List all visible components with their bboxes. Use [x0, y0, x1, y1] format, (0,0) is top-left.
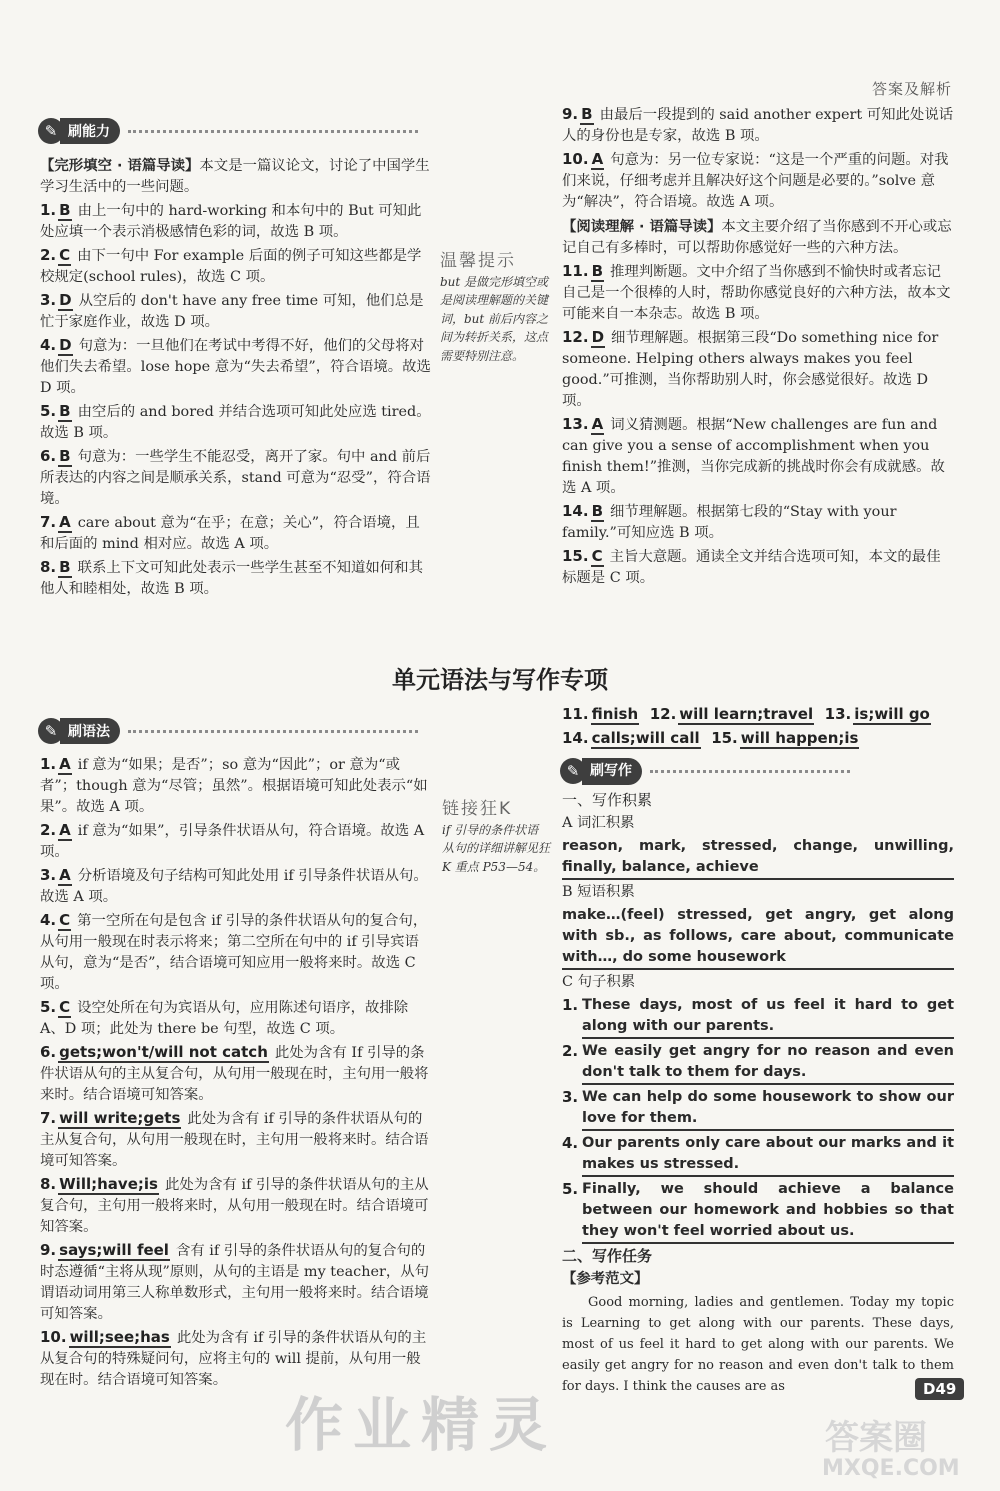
answer-item	[562, 327, 954, 412]
sentence-list	[562, 995, 954, 1244]
badge-label: 刷写作	[582, 758, 642, 785]
explanation: 句意为：另一位专家说：“这是一个严重的问题。对我们来说，仔细考虑并且解决好这个问题是必要的。”solve 意为“解决”，符合语境。故选 A 项。	[562, 152, 949, 210]
item-number: 2.	[40, 821, 57, 839]
answer-item	[40, 200, 432, 243]
left-top-column	[40, 156, 432, 602]
answer-key: D	[591, 328, 605, 346]
vocab-list: reason, mark, stressed, change, unwilling, finally, balance, achieve	[562, 836, 954, 880]
explanation: 细节理解题。根据第七段的“Stay with your family.”可知应选 B 项。	[562, 504, 897, 541]
answer-key: C	[59, 911, 71, 929]
answer-item	[40, 1174, 432, 1238]
item-number: 9.	[562, 105, 579, 123]
explanation: 词义猜测题。根据“New challenges are fun and can give you a sense of accomplishment when you finish them!”推测，当你完成新的挑战时你会有成就感。故选 A 项。	[562, 417, 945, 496]
intro-tag: 【阅读理解 · 语篇导读】	[562, 219, 722, 235]
item-number: 7.	[40, 1109, 57, 1127]
intro-paragraph	[40, 156, 432, 198]
answer-item	[40, 335, 432, 399]
sentence-text: We easily get angry for no reason and even don't talk to them for days.	[582, 1041, 954, 1085]
answer-item	[562, 261, 954, 325]
sentence-item	[562, 1041, 954, 1085]
page-number: D49	[915, 1378, 964, 1400]
answer-key: B	[581, 105, 593, 123]
explanation: 由最后一段提到的 said another expert 可知此处说话人的身份也是专家，故选 B 项。	[562, 107, 954, 144]
sentence-item	[562, 1087, 954, 1131]
item-number: 14.	[562, 502, 589, 520]
answer-list	[40, 754, 432, 1391]
answer-item	[40, 290, 432, 333]
answer-key: D	[59, 291, 72, 309]
essay-text: Good morning, ladies and gentlemen. Today my topic is Learning to get along with our parents. These days, most of us feel it hard to get along with our parents. We easily get angry for no reason and even don't talk to them for days. I think the causes are as	[562, 1295, 954, 1394]
answer-list	[562, 104, 954, 213]
answer-key: B	[591, 502, 604, 520]
answer-key: B	[59, 558, 71, 576]
right-bottom-column	[562, 704, 954, 1399]
item-number: 13.	[562, 415, 589, 433]
intro-paragraph	[562, 217, 954, 259]
item-number: 7.	[40, 513, 57, 531]
dotted-divider	[650, 770, 850, 773]
answer-key: C	[591, 547, 603, 565]
explanation: 由空后的 and bored 并结合选项可知此处应选 tired。故选 B 项。	[40, 404, 431, 441]
sentence-item	[562, 995, 954, 1039]
section-title: 单元语法与写作专项	[392, 666, 608, 694]
tip-box	[440, 252, 550, 365]
item-number: 1.	[40, 201, 57, 219]
answer-key: C	[59, 998, 71, 1016]
explanation: 设空处所在句为宾语从句，应用陈述句语序，故排除 A、D 项；此处为 there be 句型，故选 C 项。	[40, 1000, 409, 1037]
answer-item	[40, 1240, 432, 1325]
answer-item	[562, 546, 954, 589]
dotted-divider	[128, 130, 418, 133]
item-number: 6.	[40, 1043, 57, 1061]
answer-key: B	[59, 201, 71, 219]
sentence-item	[562, 1133, 954, 1177]
intro-text: 本文是一篇议论文，讨论了中国学生学习生活中的一些问题。	[40, 158, 430, 195]
answer-key: B	[59, 447, 71, 465]
sentence-text: We can help do some housework to show our love for them.	[582, 1087, 954, 1131]
answer-key: A	[59, 866, 71, 884]
badge-label: 刷能力	[60, 118, 120, 144]
answer-key: gets;won't/will not catch	[59, 1043, 268, 1061]
answer-item	[40, 1042, 432, 1106]
answer-key: finish	[591, 705, 639, 723]
tip-title: 链接狂K	[442, 799, 513, 819]
pencil-icon: ✎	[38, 718, 64, 744]
badge-xiezuo	[560, 756, 952, 786]
answer-key: will;see;has	[69, 1328, 170, 1346]
answer-key: D	[59, 336, 72, 354]
answer-key: says;will feel	[59, 1241, 169, 1259]
item-number: 6.	[40, 447, 57, 465]
answer-list	[562, 261, 954, 589]
intro-text: 本文主要介绍了当你感到不开心或忘记自己有多棒时，可以帮助你感觉好一些的六种方法。	[562, 219, 952, 256]
answer-key: A	[59, 821, 71, 839]
watermark: 作业精灵	[285, 1391, 558, 1459]
explanation: if 意为“如果；是否”；so 意为“因此”；or 意为“或者”；though 意为“尽管；虽然”。根据语境可知此处表示“如果”。故选 A 项。	[40, 757, 428, 815]
item-number: 3.	[40, 291, 57, 309]
badge-nengli	[38, 116, 418, 146]
explanation: care about 意为“在乎；在意；关心”，符合语境，且和后面的 mind 相对应。故选 A 项。	[40, 515, 420, 552]
sub-heading: C 句子积累	[562, 974, 636, 990]
answer-key: will write;gets	[59, 1109, 181, 1127]
item-number: 12.	[562, 328, 589, 346]
answer-key: A	[591, 415, 604, 433]
item-number: 15.	[711, 729, 738, 747]
answer-item	[40, 557, 432, 600]
answer-key: A	[591, 150, 604, 168]
answer-item	[40, 1108, 432, 1172]
answer-item	[40, 865, 432, 908]
item-number: 8.	[40, 1175, 57, 1193]
item-number: 8.	[40, 558, 57, 576]
item-number: 5.	[40, 402, 57, 420]
sentence-text: Finally, we should achieve a balance between our homework and hobbies so that they won't feel worried about us.	[582, 1179, 954, 1244]
explanation: 由上一句中的 hard-working 和本句中的 But 可知此处应填一个表示消极感情色彩的词，故选 B 项。	[40, 203, 422, 240]
tip-text: but 是做完形填空或是阅读理解题的关键词，but 前后内容之间为转折关系，这点需要特别注意。	[440, 274, 549, 363]
answer-key: calls;will call	[591, 729, 700, 747]
explanation: 从空后的 don't have any free time 可知，他们总是忙于家庭作业，故选 D 项。	[40, 293, 424, 330]
answer-key: Will;have;is	[59, 1175, 158, 1193]
answer-item	[40, 910, 432, 995]
grammar-row	[562, 704, 954, 726]
item-number: 13.	[824, 705, 852, 723]
item-number: 4.	[562, 1134, 579, 1152]
tip-text: if 引导的条件状语从句的详细讲解见狂 K 重点 P53—54。	[442, 822, 551, 874]
explanation: 此处为含有 if 引导的条件状语从句的主从复合句，主句用一般将来时，从句用一般现在时。结合语境可知答案。	[40, 1177, 429, 1235]
sentence-item	[562, 1179, 954, 1244]
answer-item	[562, 104, 954, 147]
item-number: 1.	[562, 996, 579, 1014]
part-heading: 一、写作积累	[562, 791, 653, 809]
item-number: 4.	[40, 911, 57, 929]
dotted-divider	[128, 730, 418, 733]
badge-yufa	[38, 716, 418, 746]
explanation: 句意为：一旦他们在考试中考得不好，他们的父母将对他们失去希望。lose hope 意为“失去希望”，符合语境。故选 D 项。	[40, 338, 431, 396]
explanation: 推理判断题。文中介绍了当你感到不愉快时或者忘记自己是一个很棒的人时，帮助你感觉良好的六种方法，故本文可能来自一本杂志。故选 B 项。	[562, 264, 951, 322]
item-number: 4.	[40, 336, 57, 354]
answer-key: will happen;is	[740, 729, 859, 747]
answer-item	[562, 501, 954, 544]
answer-key: A	[59, 755, 71, 773]
tip-box	[442, 800, 550, 876]
item-number: 15.	[562, 547, 589, 565]
explanation: 分析语境及句子结构可知此处用 if 引导条件状语从句。故选 A 项。	[40, 868, 428, 905]
item-number: 2.	[40, 246, 57, 264]
sub-heading: B 短语积累	[562, 884, 635, 900]
intro-tag: 【完形填空 · 语篇导读】	[40, 158, 200, 174]
answer-item	[40, 446, 432, 510]
right-top-column	[562, 104, 954, 591]
answer-key: is;will go	[854, 705, 930, 723]
item-number: 3.	[40, 866, 57, 884]
explanation: 此处为含有 if 引导的条件状语从句的主从复合句，从句用一般现在时，主句用一般将来时。结合语境可知答案。	[40, 1111, 429, 1169]
tip-title: 温馨提示	[440, 251, 516, 271]
left-bottom-column	[40, 754, 432, 1393]
explanation: if 意为“如果”，引导条件状语从句，符合语境。故选 A 项。	[40, 823, 425, 860]
pencil-icon: ✎	[38, 118, 64, 144]
item-number: 3.	[562, 1088, 579, 1106]
answer-item	[40, 820, 432, 863]
grammar-answers	[562, 704, 954, 750]
grammar-row	[562, 728, 954, 750]
explanation: 此处为含有 if 引导的条件状语从句的主从复合句的特殊疑问句，应将主句的 will 提前，从句用一般现在时。结合语境可知答案。	[40, 1330, 427, 1388]
sentence-text: These days, most of us feel it hard to get along with our parents.	[582, 995, 954, 1039]
item-number: 5.	[40, 998, 57, 1016]
explanation: 第一空所在句是包含 if 引导的条件状语从句的复合句，从句用一般现在时表示将来；第二空所在句中的 if 引导宾语从句，意为“是否”，结合语境可知应用一般将来时。故选 C 项。	[40, 913, 428, 992]
sentence-text: Our parents only care about our marks and it makes us stressed.	[582, 1133, 954, 1177]
item-number: 12.	[649, 705, 677, 723]
part-heading: 二、写作任务	[562, 1247, 653, 1265]
answer-list	[40, 200, 432, 600]
page-header: 答案及解析	[871, 80, 952, 98]
answer-key: B	[59, 402, 71, 420]
answer-item	[40, 512, 432, 555]
explanation: 主旨大意题。通读全文并结合选项可知，本文的最佳标题是 C 项。	[562, 549, 941, 586]
item-number: 5.	[562, 1180, 579, 1198]
explanation: 细节理解题。根据第三段“Do something nice for someone. Helping others always makes you feel good.”可推测，当你帮助别人时，你会感觉很好。故选 D 项。	[562, 330, 939, 409]
item-number: 1.	[40, 755, 57, 773]
explanation: 由下一句中 For example 后面的例子可知这些都是学校规定(school rules)，故选 C 项。	[40, 248, 422, 285]
pencil-icon: ✎	[560, 758, 586, 784]
ref-title: 【参考范文】	[562, 1271, 649, 1287]
answer-key: C	[59, 246, 71, 264]
answer-key: will learn;travel	[679, 705, 814, 723]
answer-item	[40, 754, 432, 818]
item-number: 9.	[40, 1241, 57, 1259]
answer-key: B	[591, 262, 604, 280]
watermark: 答案圈	[825, 1418, 927, 1458]
item-number: 10.	[40, 1328, 67, 1346]
item-number: 14.	[562, 729, 589, 747]
sub-heading: A 词汇积累	[562, 815, 635, 831]
answer-item	[40, 997, 432, 1040]
badge-label: 刷语法	[60, 718, 120, 744]
explanation: 联系上下文可知此处表示一些学生甚至不知道如何和其他人和睦相处，故选 B 项。	[40, 560, 423, 597]
watermark: MXQE.COM	[822, 1456, 960, 1481]
answer-key: A	[59, 513, 71, 531]
item-number: 2.	[562, 1042, 579, 1060]
explanation: 此处为含有 If 引导的条件状语从句的主从复合句，从句用一般现在时，主句用一般将来时。结合语境可知答案。	[40, 1045, 429, 1103]
answer-item	[562, 414, 954, 499]
item-number: 10.	[562, 150, 589, 168]
answer-item	[40, 401, 432, 444]
item-number: 11.	[562, 705, 589, 723]
explanation: 句意为：一些学生不能忍受，离开了家。句中 and 前后所表达的内容之间是顺承关系，stand 可意为“忍受”，符合语境。	[40, 449, 431, 507]
explanation: 含有 if 引导的条件状语从句的复合句的时态遵循“主将从现”原则，从句的主语是 my teacher，从句谓语动词用第三人称单数形式，主句用一般将来时。结合语境可知答案。	[40, 1243, 430, 1322]
phrase-list: make…(feel) stressed, get angry, get along with sb., as follows, care about, communicate with…, do some housework	[562, 905, 954, 970]
answer-item	[40, 245, 432, 288]
item-number: 11.	[562, 262, 589, 280]
answer-item	[562, 149, 954, 213]
